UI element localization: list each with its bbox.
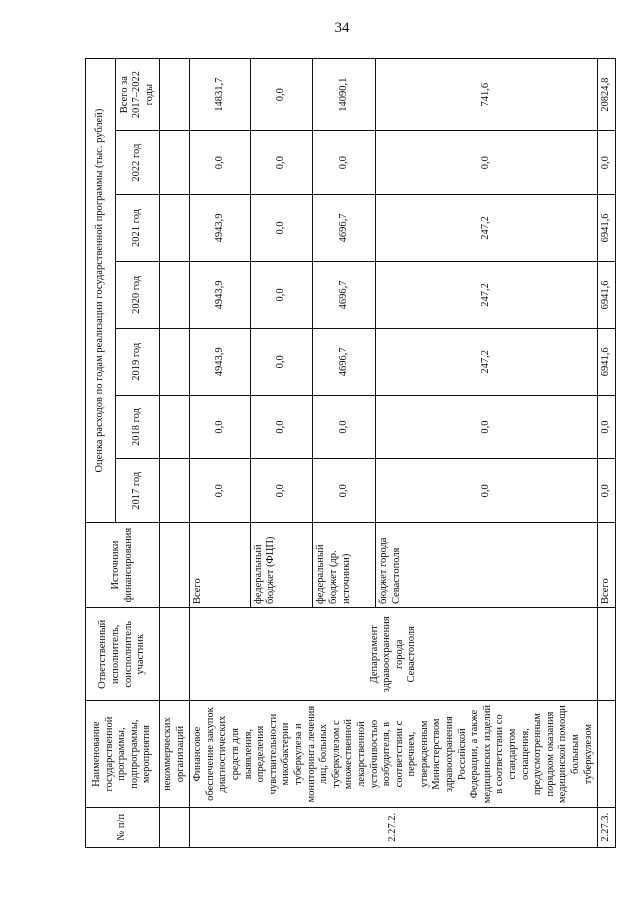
value-cell: 0,0 xyxy=(376,131,598,195)
total-cell: 741,6 xyxy=(376,59,598,131)
table-cell xyxy=(598,701,616,807)
value-cell: 0,0 xyxy=(598,395,616,459)
total-cell: 14831,7 xyxy=(190,59,251,131)
item-name: Финансовое обеспечение закупок диагностических средств для выявления, определения чувствительности микобактерии туберкулеза и мониторинга лечения лиц, больных туберкулезом с множественной лекарственной устойчивостью возбудителя, в соответствии с перечнем, утвержденным Министерством здравоохранения Российской Федерации, а также медицинских изделий в соответствии со стандартом оснащения, предусмотренным порядком оказания медицинской помощи больным туберкулезом xyxy=(190,701,598,807)
value-cell: 6941,6 xyxy=(598,195,616,262)
total-cell: 0,0 xyxy=(250,59,313,131)
header-year-2017: 2017 год xyxy=(116,459,160,523)
table-cell xyxy=(160,608,190,701)
header-year-2022: 2022 год xyxy=(116,131,160,195)
source-cell: Всего xyxy=(598,523,616,608)
value-cell: 0,0 xyxy=(313,131,376,195)
budget-table xyxy=(85,58,616,848)
source-cell: бюджет города Севастополя xyxy=(376,523,598,608)
table-cell xyxy=(160,195,190,262)
rotated-table-container xyxy=(85,58,612,848)
table-cell xyxy=(160,328,190,395)
table-row xyxy=(598,59,616,848)
value-cell: 0,0 xyxy=(250,395,313,459)
header-estimate: Оценка расходов по годам реализации государственной программы (тыс. рублей) xyxy=(86,59,116,523)
value-cell: 4943,9 xyxy=(190,261,251,328)
value-cell: 0,0 xyxy=(376,459,598,523)
value-cell: 0,0 xyxy=(598,459,616,523)
value-cell: 0,0 xyxy=(598,131,616,195)
value-cell: 247,2 xyxy=(376,195,598,262)
value-cell: 0,0 xyxy=(190,395,251,459)
value-cell: 4943,9 xyxy=(190,195,251,262)
header-year-2021: 2021 год xyxy=(116,195,160,262)
table-cell xyxy=(160,131,190,195)
value-cell: 4696,7 xyxy=(313,261,376,328)
header-source: Источники финансирования xyxy=(86,523,160,608)
source-cell: Всего xyxy=(190,523,251,608)
item-responsible: Департамент здравоохранения города Севастополя xyxy=(190,608,598,701)
value-cell: 0,0 xyxy=(190,459,251,523)
item-number: 2.27.2. xyxy=(190,807,598,847)
value-cell: 0,0 xyxy=(250,459,313,523)
value-cell: 4696,7 xyxy=(313,195,376,262)
table-cell xyxy=(160,459,190,523)
table-cell xyxy=(160,523,190,608)
value-cell: 4696,7 xyxy=(313,328,376,395)
value-cell: 247,2 xyxy=(376,261,598,328)
value-cell: 0,0 xyxy=(376,395,598,459)
total-cell: 20824,8 xyxy=(598,59,616,131)
header-name: Наименование государственной программы, подпрограммы, мероприятия xyxy=(86,701,160,807)
table-cell xyxy=(598,608,616,701)
table-row xyxy=(160,59,190,848)
value-cell: 0,0 xyxy=(313,459,376,523)
value-cell: 247,2 xyxy=(376,328,598,395)
table-cell xyxy=(160,261,190,328)
table-row xyxy=(190,59,251,848)
total-cell: 14090,1 xyxy=(313,59,376,131)
header-total: Всего за 2017–2022 годы xyxy=(116,59,160,131)
table-cell xyxy=(160,807,190,847)
value-cell: 6941,6 xyxy=(598,328,616,395)
header-number: № п/п xyxy=(86,807,160,847)
next-item-number: 2.27.3. xyxy=(598,807,616,847)
value-cell: 0,0 xyxy=(250,195,313,262)
value-cell: 6941,6 xyxy=(598,261,616,328)
source-cell: федеральный бюджет (др. источники) xyxy=(313,523,376,608)
header-responsible: Ответственный исполнитель, соисполнитель участник xyxy=(86,608,160,701)
value-cell: 0,0 xyxy=(250,328,313,395)
source-cell: федеральный бюджет (ФЦП) xyxy=(250,523,313,608)
top-row-name: некоммерческих организаций xyxy=(160,701,190,807)
header-year-2020: 2020 год xyxy=(116,261,160,328)
value-cell: 0,0 xyxy=(250,261,313,328)
value-cell: 0,0 xyxy=(190,131,251,195)
page-number: 34 xyxy=(334,20,350,36)
table-cell xyxy=(160,395,190,459)
value-cell: 0,0 xyxy=(250,131,313,195)
value-cell: 4943,9 xyxy=(190,328,251,395)
header-year-2018: 2018 год xyxy=(116,395,160,459)
header-year-2019: 2019 год xyxy=(116,328,160,395)
value-cell: 0,0 xyxy=(313,395,376,459)
table-cell xyxy=(160,59,190,131)
